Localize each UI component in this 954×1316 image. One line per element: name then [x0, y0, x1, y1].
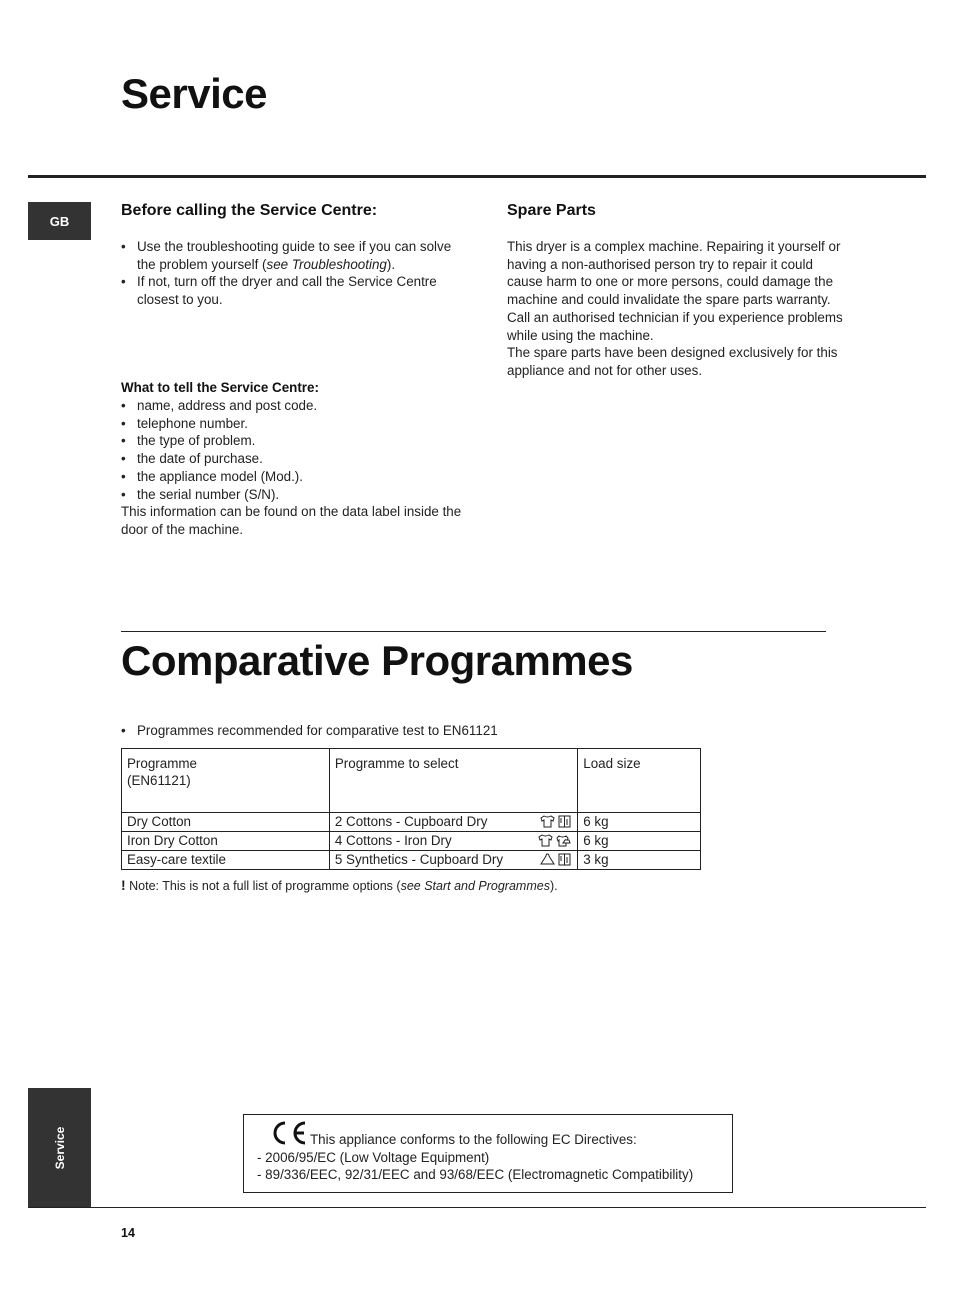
list-item: • telephone number. [121, 415, 466, 433]
spare-parts-paragraph: Call an authorised technician if you experience problems while using the machine. [507, 309, 843, 343]
list-item: • the date of purchase. [121, 450, 466, 468]
page-title: Service [121, 70, 267, 117]
table-row [122, 851, 701, 870]
synthetics-icon [540, 853, 555, 866]
ce-conformity-box [243, 1114, 733, 1193]
warning-mark: ! [121, 877, 126, 893]
cupboard-dry-icon [558, 815, 571, 828]
list-item: • Programmes recommended for comparative test to EN61121 [121, 722, 721, 740]
header-cell: Load size [578, 749, 701, 813]
select-cell: 5 Synthetics - Cupboard Dry [329, 851, 577, 870]
cupboard-dry-icon [558, 853, 571, 866]
comparative-bullet-list [121, 722, 721, 740]
comparative-table [121, 748, 701, 870]
header-cell: Programme (EN61121) [122, 749, 330, 813]
spare-parts-text [507, 238, 852, 380]
programme-cell: Dry Cotton [122, 813, 330, 832]
language-tab: GB [28, 202, 91, 240]
spare-parts-paragraph: This dryer is a complex machine. Repairing it yourself or having a non-authorised person try to repair it could cause harm to one or more persons, could damage the machine and could invalidate the spare parts warranty. [507, 239, 841, 308]
list-item: • the appliance model (Mod.). [121, 468, 466, 486]
bottom-divider [28, 1207, 926, 1208]
programme-cell: Iron Dry Cotton [122, 832, 330, 851]
ce-text [257, 1131, 693, 1184]
shirt-icon [540, 815, 555, 828]
ce-line: - 2006/95/EC (Low Voltage Equipment) [257, 1149, 490, 1165]
programme-cell: Easy-care textile [122, 851, 330, 870]
list-item: • the type of problem. [121, 432, 466, 450]
spare-parts-paragraph: The spare parts have been designed exclusively for this appliance and not for other uses. [507, 345, 838, 378]
comparative-title: Comparative Programmes [121, 637, 633, 684]
before-calling-list [121, 238, 466, 309]
select-cell: 2 Cottons - Cupboard Dry [329, 813, 577, 832]
start-and-programmes-reference: see Start and Programmes [400, 879, 550, 893]
note: ! Note: This is not a full list of programme options (see Start and Programmes). [121, 877, 558, 893]
spare-parts-heading: Spare Parts [507, 202, 596, 219]
what-to-tell-footer: This information can be found on the data label inside the door of the machine. [121, 504, 462, 537]
page-number: 14 [121, 1226, 135, 1240]
list-item: • If not, turn off the dryer and call the Service Centre closest to you. [121, 273, 466, 308]
list-item: • name, address and post code. [121, 397, 466, 415]
shirt-icon [538, 834, 553, 847]
what-to-tell-heading: What to tell the Service Centre: [121, 380, 319, 395]
table-header-row [122, 749, 701, 813]
ce-line: This appliance conforms to the following EC Directives: [310, 1132, 637, 1147]
before-calling-heading: Before calling the Service Centre: [121, 202, 378, 219]
what-to-tell-list [121, 397, 466, 503]
troubleshooting-reference: see Troubleshooting [266, 256, 387, 272]
select-cell: 4 Cottons - Iron Dry [329, 832, 577, 851]
load-cell: 6 kg [578, 813, 701, 832]
ce-line: - 89/336/EEC, 92/31/EEC and 93/68/EEC (Electromagnetic Compatibility) [257, 1167, 694, 1183]
top-divider [28, 175, 926, 178]
table-row [122, 813, 701, 832]
list-item: • Use the troubleshooting guide to see if you can solve the problem yourself (see Troubleshooting). [121, 238, 466, 273]
section-divider [121, 631, 826, 632]
load-cell: 3 kg [578, 851, 701, 870]
load-cell: 6 kg [578, 832, 701, 851]
side-tab: Service [28, 1088, 91, 1208]
iron-dry-icon [556, 834, 571, 847]
list-item: • the serial number (S/N). [121, 486, 466, 504]
table-row [122, 832, 701, 851]
header-cell: Programme to select [329, 749, 577, 813]
